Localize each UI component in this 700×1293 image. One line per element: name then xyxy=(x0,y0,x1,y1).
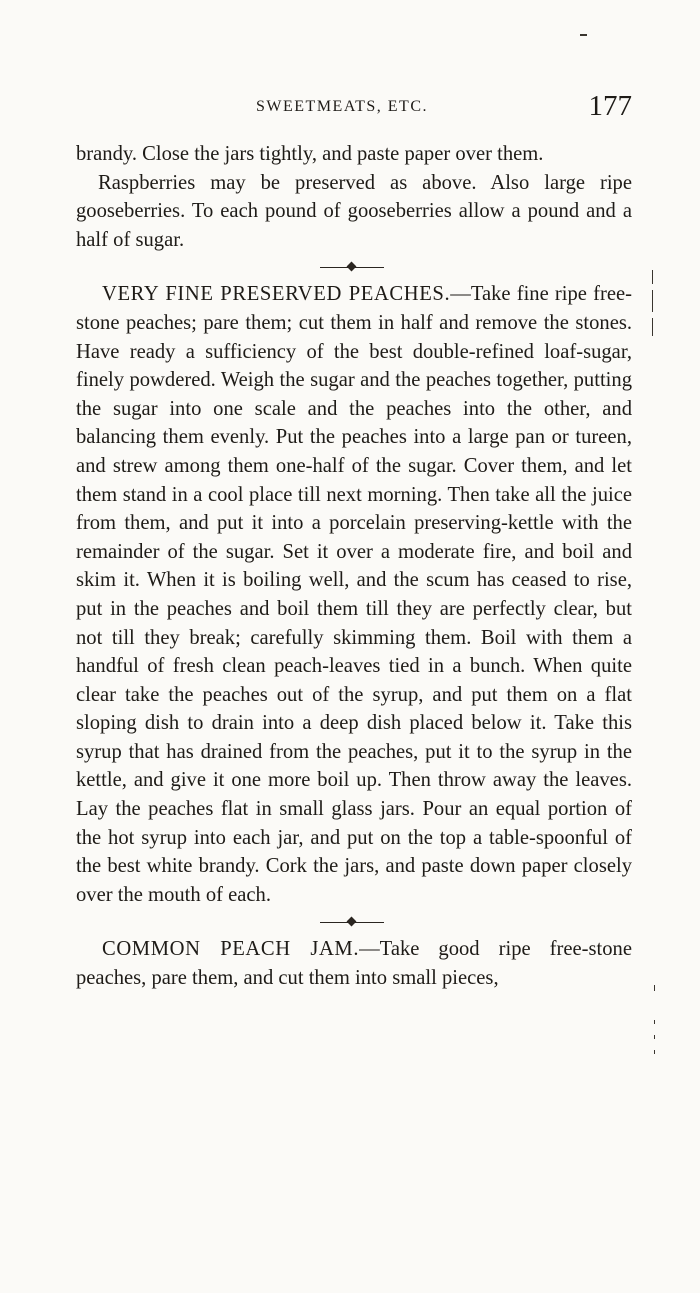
margin-speck xyxy=(654,985,655,991)
page-number: 177 xyxy=(588,90,632,122)
margin-speck xyxy=(652,318,653,336)
recipe-peach-jam xyxy=(76,935,632,992)
margin-speck xyxy=(654,1035,655,1039)
page-speck xyxy=(580,34,587,36)
paragraph-continuation: brandy. Close the jars tightly, and paste paper over them. xyxy=(76,143,544,165)
recipe-body-peach-jam: —Take good ripe free-stone peaches, pare them, and cut them into small pieces, xyxy=(76,938,632,990)
margin-speck xyxy=(654,1050,655,1054)
running-title: SWEETMEATS, ETC. xyxy=(256,98,428,115)
section-divider xyxy=(76,909,632,935)
margin-speck xyxy=(654,1020,655,1024)
body-text xyxy=(76,140,632,993)
section-divider xyxy=(76,254,632,280)
margin-speck xyxy=(652,290,653,312)
recipe-heading-preserved-peaches: VERY FINE PRESERVED PEACHES. xyxy=(102,283,451,306)
paragraph-raspberries: Raspberries may be preserved as above. Also large ripe gooseberries. To each pound of gooseberries allow a pound and a half of sugar. xyxy=(76,171,632,251)
divider-ornament-icon xyxy=(347,917,357,927)
recipe-body-preserved-peaches: —Take fine ripe free-stone peaches; pare them; cut them in half and remove the stones. Have ready a sufficiency of the best double-refined loaf-sugar, finely powdered. Weigh the sugar and the peaches together, putting the sugar into one scale and the peaches into the other, and balancing them evenly. Put the peaches into a large pan or tureen, and strew among them one-half of the sugar. Cover them, and let them stand in a cool place till next morning. Then take all the juice from them, and put it into a porcelain preserving-kettle with the remainder of the sugar. Set it over a moderate fire, and boil and skim it. When it is boiling well, and the scum has ceased to rise, put in the peaches and boil them till they are perfectly clear, but not till they break; carefully skimming them. Boil with them a handful of fresh clean peach-leaves tied in a bunch. When quite clear take the peaches out of the syrup, and put them on a flat sloping dish to drain into a deep dish placed below it. Take this syrup that has drained from the peaches, put it to the syrup in the kettle, and give it one more boil up. Then throw away the leaves. Lay the peaches flat in small glass jars. Pour an equal portion of the hot syrup into each jar, and put on the top a table-spoonful of the best white brandy. Cork the jars, and paste down paper closely over the mouth of each. xyxy=(76,283,632,906)
margin-speck xyxy=(652,270,653,284)
recipe-heading-peach-jam: COMMON PEACH JAM. xyxy=(102,938,360,961)
divider-ornament-icon xyxy=(347,262,357,272)
recipe-preserved-peaches xyxy=(76,280,632,909)
running-head xyxy=(76,90,632,130)
